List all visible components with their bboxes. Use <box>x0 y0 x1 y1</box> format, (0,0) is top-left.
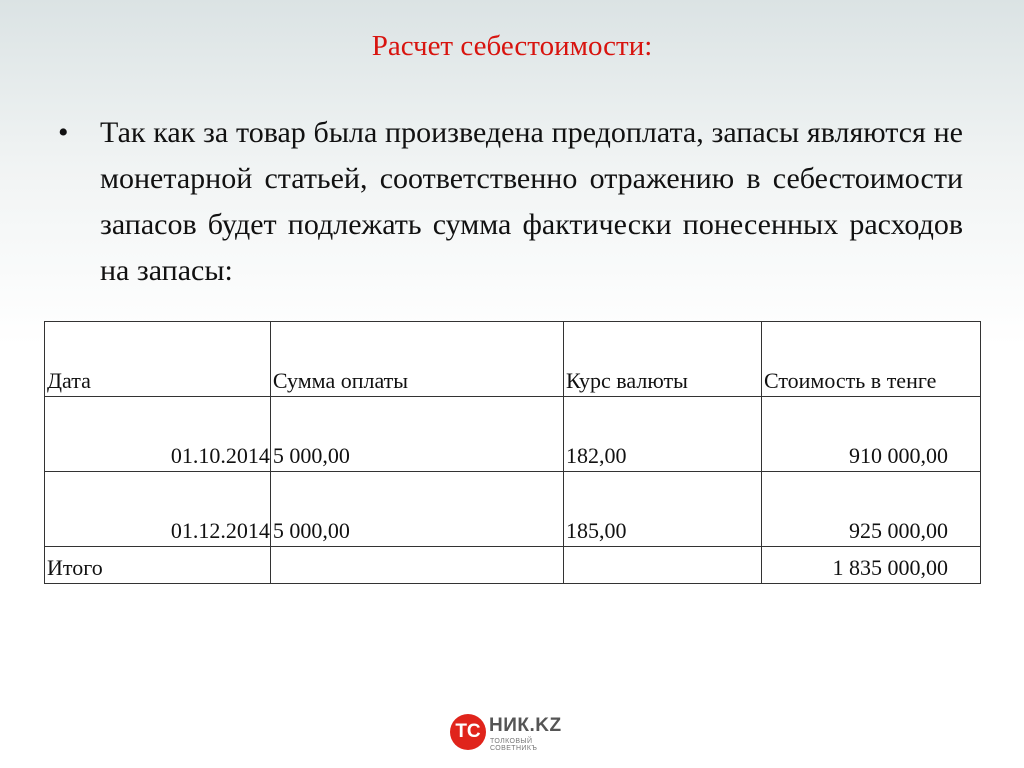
bullet-text: Так как за товар была произведена предоплата, запасы являются не монетарной статьей, соответственно отражению в себестоимости запасов будет подлежать сумма фактически понесенных расходов на запасы: <box>100 116 963 287</box>
total-rate <box>564 547 762 584</box>
cell-cost: 925 000,00 <box>761 472 980 547</box>
slide-title: Расчет себестоимости: <box>371 30 653 62</box>
table-row <box>45 397 981 472</box>
cost-table <box>44 321 981 584</box>
logo-tagline: ТОЛКОВЫЙ СОВЕТНИКЪ <box>490 738 538 752</box>
cell-date: 01.12.2014 <box>45 472 271 547</box>
table-header-row <box>45 322 981 397</box>
bullet-marker: • <box>58 116 69 149</box>
total-amount <box>270 547 563 584</box>
total-label: Итого <box>45 547 271 584</box>
cell-rate: 185,00 <box>564 472 762 547</box>
cell-rate: 182,00 <box>564 397 762 472</box>
table-total-row <box>45 547 981 584</box>
cell-date: 01.10.2014 <box>45 397 271 472</box>
logo-mark-icon: TC <box>450 714 486 750</box>
brand-logo <box>450 712 580 756</box>
logo-name: НИК.KZ <box>489 715 562 736</box>
cell-amount: 5 000,00 <box>270 397 563 472</box>
header-amount: Сумма оплаты <box>270 322 563 397</box>
cell-cost: 910 000,00 <box>761 397 980 472</box>
total-cost: 1 835 000,00 <box>761 547 980 584</box>
header-cost: Стоимость в тенге <box>761 322 980 397</box>
table-row <box>45 472 981 547</box>
header-date: Дата <box>45 322 271 397</box>
header-rate: Курс валюты <box>564 322 762 397</box>
cell-amount: 5 000,00 <box>270 472 563 547</box>
